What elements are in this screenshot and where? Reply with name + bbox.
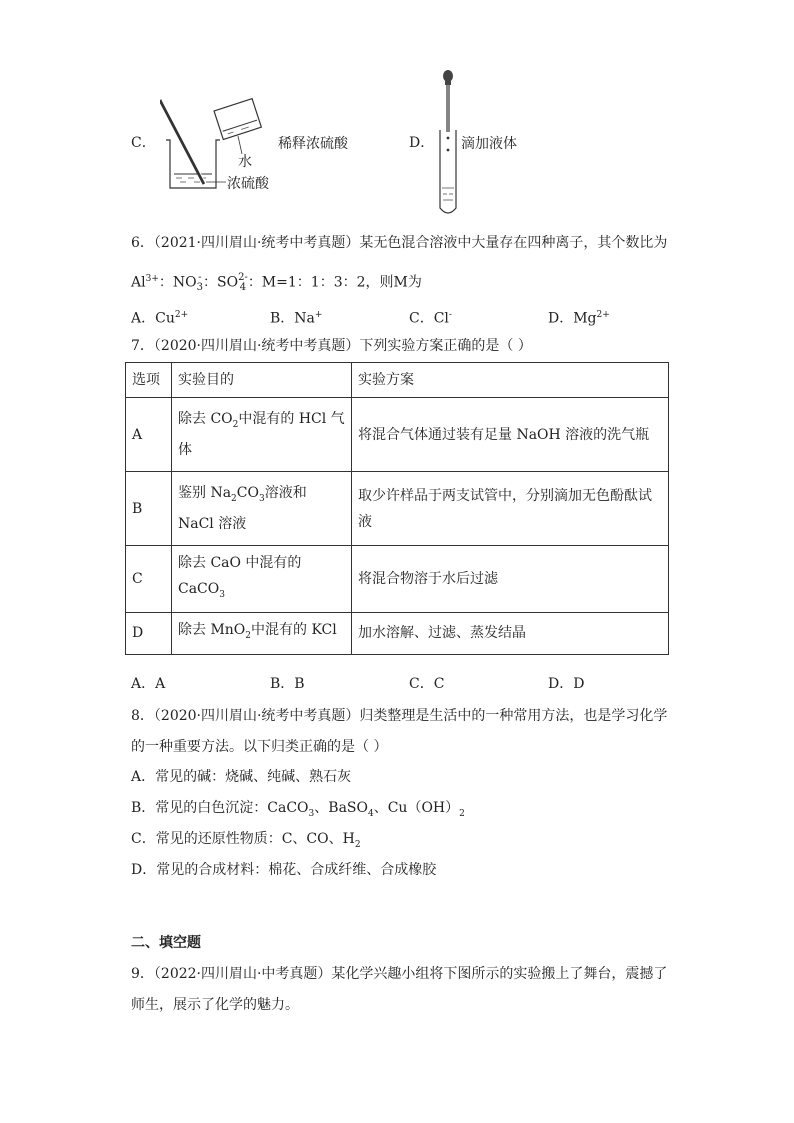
q9-line1: 9．（2022·四川眉山·中考真题）某化学兴趣小组将下图所示的实验搬上了舞台，震撼了 [131,966,668,982]
q8-line2: 的一种重要方法。以下归类正确的是（ ） [131,739,388,755]
table-header-row [126,363,669,398]
q8-line1: 8．（2020·四川眉山·统考中考真题）归类整理是生活中的一种常用方法，也是学习化学 [131,708,668,724]
q8-option-c: C．常见的还原性物质：C、CO、$H_2$ [131,831,361,850]
row-goal: 除去 MnO$_2$中混有的 KCl [172,612,352,654]
dropper-test-tube-diagram [436,68,460,220]
table-row [126,546,669,613]
q7-answer-c: C．C [409,676,445,692]
q7-table [125,362,669,655]
row-option: D [126,612,172,654]
q6-line2: $Al^{3+}$：NO- 3：SO2- 4 ：M=1：1：3：2，则M为 [131,271,422,293]
q6-option-b: B．Na+ [270,310,323,327]
q7-answer-b: B．B [270,676,305,692]
caption-dilute: 稀释浓硫酸 [278,136,348,152]
row-plan: 取少许样品于两支试管中，分别滴加无色酚酞试液 [352,472,669,546]
q6-line1: 6．（2021·四川眉山·统考中考真题）某无色混合溶液中大量存在四种离子，其个数比为 [131,235,668,251]
row-option: A [126,398,172,472]
q7-answer-d: D．D [548,676,585,692]
header-option: 选项 [126,363,172,398]
label-water: 水 [238,154,252,170]
q8-option-d: D．常见的合成材料：棉花、合成纤维、合成橡胶 [131,862,437,878]
option-c-label: C． [131,135,156,151]
q6-option-d: D．$Mg^{2+}$ [548,310,610,327]
label-conc-acid: 浓硫酸 [227,176,269,192]
glass-rod [160,100,204,184]
q8-option-b: B．常见的白色沉淀：CaCO$_3$、BaSO$_4$、$Cu(OH)_2$ [131,800,465,819]
q9-line2: 师生，展示了化学的魅力。 [131,997,299,1013]
row-goal: 除去 $CO_2$中混有的 HCl 气体 [172,398,352,472]
test-tube-liquid [442,188,454,200]
row-plan: 将混合物溶于水后过滤 [352,546,669,613]
table-row [126,612,669,654]
q6-option-c: C．Cl- [409,310,452,327]
dropper-bulb [443,70,453,82]
header-goal: 实验目的 [172,363,352,398]
header-plan: 实验方案 [352,363,669,398]
q8-option-a: A．常见的碱：烧碱、纯碱、熟石灰 [131,769,352,785]
table-row [126,472,669,546]
row-option: C [126,546,172,613]
option-d-label: D． [409,135,435,151]
caption-drop: 滴加液体 [461,136,517,152]
q7-title: 7．（2020·四川眉山·统考中考真题）下列实验方案正确的是（ ） [131,338,532,354]
pouring-cylinder [214,99,261,140]
table-row [126,398,669,472]
q7-answer-a: A．A [131,676,166,692]
test-tube [440,130,456,213]
section-heading-fill-blank: 二、填空题 [131,935,201,951]
row-goal: 除去 CaO 中混有的 CaCO$_3$ [172,546,352,613]
row-goal: 鉴别 $Na_2CO_3$溶液和 NaCl 溶液 [172,472,352,546]
row-plan: 将混合气体通过装有足量 NaOH 溶液的洗气瓶 [352,398,669,472]
q6-option-a: A．$Cu^{2+}$ [131,310,189,327]
row-option: B [126,472,172,546]
row-plan: 加水溶解、过滤、蒸发结晶 [352,612,669,654]
